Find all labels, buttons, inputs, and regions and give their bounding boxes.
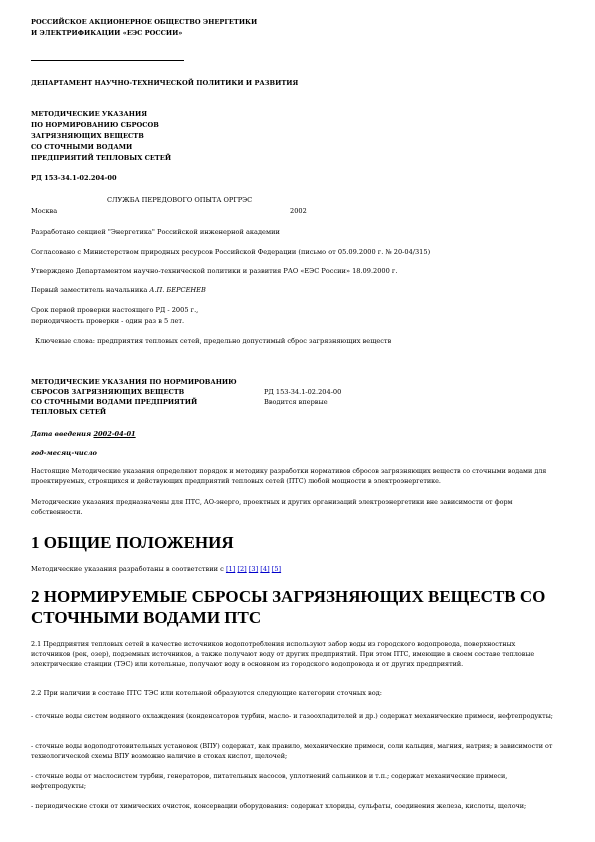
deputy-line xyxy=(31,286,206,295)
inner-title-line1: МЕТОДИЧЕСКИЕ УКАЗАНИЯ ПО НОРМИРОВАНИЮ xyxy=(31,378,237,386)
agreed-with: Согласовано с Министерством природных ресурсов Российской Федерации (письмо от 05.09.2000 г. № 20-04/315) xyxy=(31,248,431,256)
section2-paragraph-2-2: 2.2 При наличии в составе ПТС ТЭС или котельной образуются следующие категории сточных вод: xyxy=(31,689,382,697)
deputy-name: А.П. БЕРСЕНЕВ xyxy=(149,286,206,294)
inner-title-line4: ТЕПЛОВЫХ СЕТЕЙ xyxy=(31,408,107,416)
inner-title-line2: СБРОСОВ ЗАГРЯЗНЯЮЩИХ ВЕЩЕСТВ xyxy=(31,388,185,396)
department-name: ДЕПАРТАМЕНТ НАУЧНО-ТЕХНИЧЕСКОЙ ПОЛИТИКИ И РАЗВИТИЯ xyxy=(31,79,299,87)
section2-heading-line2: СТОЧНЫМИ ВОДАМИ ПТС xyxy=(31,608,262,627)
date-value: 2002-04-01 xyxy=(93,430,136,438)
developed-by: Разработано секцией "Энергетика" Российской инженерной академии xyxy=(31,228,280,236)
section2-heading-line1: 2 НОРМИРУЕМЫЕ СБРОСЫ ЗАГРЯЗНЯЮЩИХ ВЕЩЕСТВ СО xyxy=(31,587,546,606)
check-period-line1: Срок первой проверки настоящего РД - 2005 г., xyxy=(31,306,199,314)
doc-title-line3: ЗАГРЯЗНЯЮЩИХ ВЕЩЕСТВ xyxy=(31,132,144,140)
ref-4-link[interactable]: [4] xyxy=(260,565,270,573)
org-name-line1: РОССИЙСКОЕ АКЦИОНЕРНОЕ ОБЩЕСТВО ЭНЕРГЕТИКИ xyxy=(31,18,258,26)
list-item: - сточные воды от маслосистем турбин, генераторов, питательных насосов, уплотнений сальников и т.п.; содержат механические примеси, нефтепродукты; xyxy=(31,772,508,790)
publisher-year: 2002 xyxy=(290,207,307,215)
inner-title-line3: СО СТОЧНЫМИ ВОДАМИ ПРЕДПРИЯТИЙ xyxy=(31,398,198,406)
ref-1-link[interactable]: [1] xyxy=(225,565,236,573)
section1-text xyxy=(31,565,281,574)
date-format: год-месяц-число xyxy=(31,449,97,457)
section2-paragraph-2-1: 2.1 Предприятия тепловых сетей в качестве источников водопотребления используют забор воды из городского водопровода, поверхностных источников (рек, озер), подземных источников, а также получают воду от других предприятий. При этом ПТС, имеющие в своем составе тепловые электрические станции (ТЭС) или котельные, получают воду в основном из городского водопровода и от других предприятий. xyxy=(31,640,535,668)
list-item: - сточные воды водоподготовительных установок (ВПУ) содержат, как правило, механические примеси, соли кальция, магния, натрия; в зависимости от технологической схемы ВПУ возможно наличие в стоках кислот, щелочей; xyxy=(31,742,553,760)
publisher-name: СЛУЖБА ПЕРЕДОВОГО ОПЫТА ОРГРЭС xyxy=(107,196,253,204)
doc-title-line4: СО СТОЧНЫМИ ВОДАМИ xyxy=(31,143,133,151)
intro-paragraph-2: Методические указания предназначены для ПТС, АО-энерго, проектных и других организаций электроэнергетики вне зависимости от форм собственности. xyxy=(31,498,513,516)
list-item: - сточные воды систем водяного охлаждения (конденсаторов турбин, масло- и газоохладителей и др.) содержат механические примеси, нефтепродукты; xyxy=(31,712,553,720)
date-line xyxy=(31,430,136,439)
intro-paragraph-1: Настоящие Методические указания определяют порядок и методику разработки нормативов сбросов загрязняющих веществ со сточными водами для проектируемых, строящихся и действующих предприятий тепловых сетей (ПТС) любой мощности в электроэнергетике. xyxy=(31,467,547,485)
doc-title-line5: ПРЕДПРИЯТИЙ ТЕПЛОВЫХ СЕТЕЙ xyxy=(31,154,172,162)
approved-by: Утверждено Департаментом научно-технической политики и развития РАО «ЕЭС России» 18.09.2000 г. xyxy=(31,267,398,275)
ref-5-link[interactable]: [5] xyxy=(271,565,282,573)
inner-status: Вводится впервые xyxy=(264,398,328,406)
list-item: - периодические стоки от химических очисток, консервации оборудования: содержат хлориды, сульфаты, соединения железа, кислоты, щелочи; xyxy=(31,802,527,810)
doc-title-line2: ПО НОРМИРОВАНИЮ СБРОСОВ xyxy=(31,121,159,129)
header-divider xyxy=(31,60,184,61)
doc-title-line1: МЕТОДИЧЕСКИЕ УКАЗАНИЯ xyxy=(31,110,148,118)
keywords: Ключевые слова: предприятия тепловых сетей, предельно допустимый сброс загрязняющих веществ xyxy=(35,337,392,345)
section1-text-prefix: Методические указания разработаны в соответствии с xyxy=(31,565,226,573)
inner-doc-code: РД 153-34.1-02.204-00 xyxy=(264,388,342,396)
publisher-city: Москва xyxy=(31,207,58,215)
ref-3-link[interactable]: [3] xyxy=(248,565,259,573)
date-label: Дата введения xyxy=(31,430,92,438)
doc-code: РД 153-34.1-02.204-00 xyxy=(31,174,117,182)
section1-heading: 1 ОБЩИЕ ПОЛОЖЕНИЯ xyxy=(31,533,234,552)
deputy-prefix: Первый заместитель начальника xyxy=(31,286,150,294)
org-name-line2: И ЭЛЕКТРИФИКАЦИИ «ЕЭС РОССИИ» xyxy=(31,29,183,37)
ref-2-link[interactable]: [2] xyxy=(237,565,247,573)
check-period-line2: периодичность проверки - один раз в 5 лет. xyxy=(31,317,185,325)
